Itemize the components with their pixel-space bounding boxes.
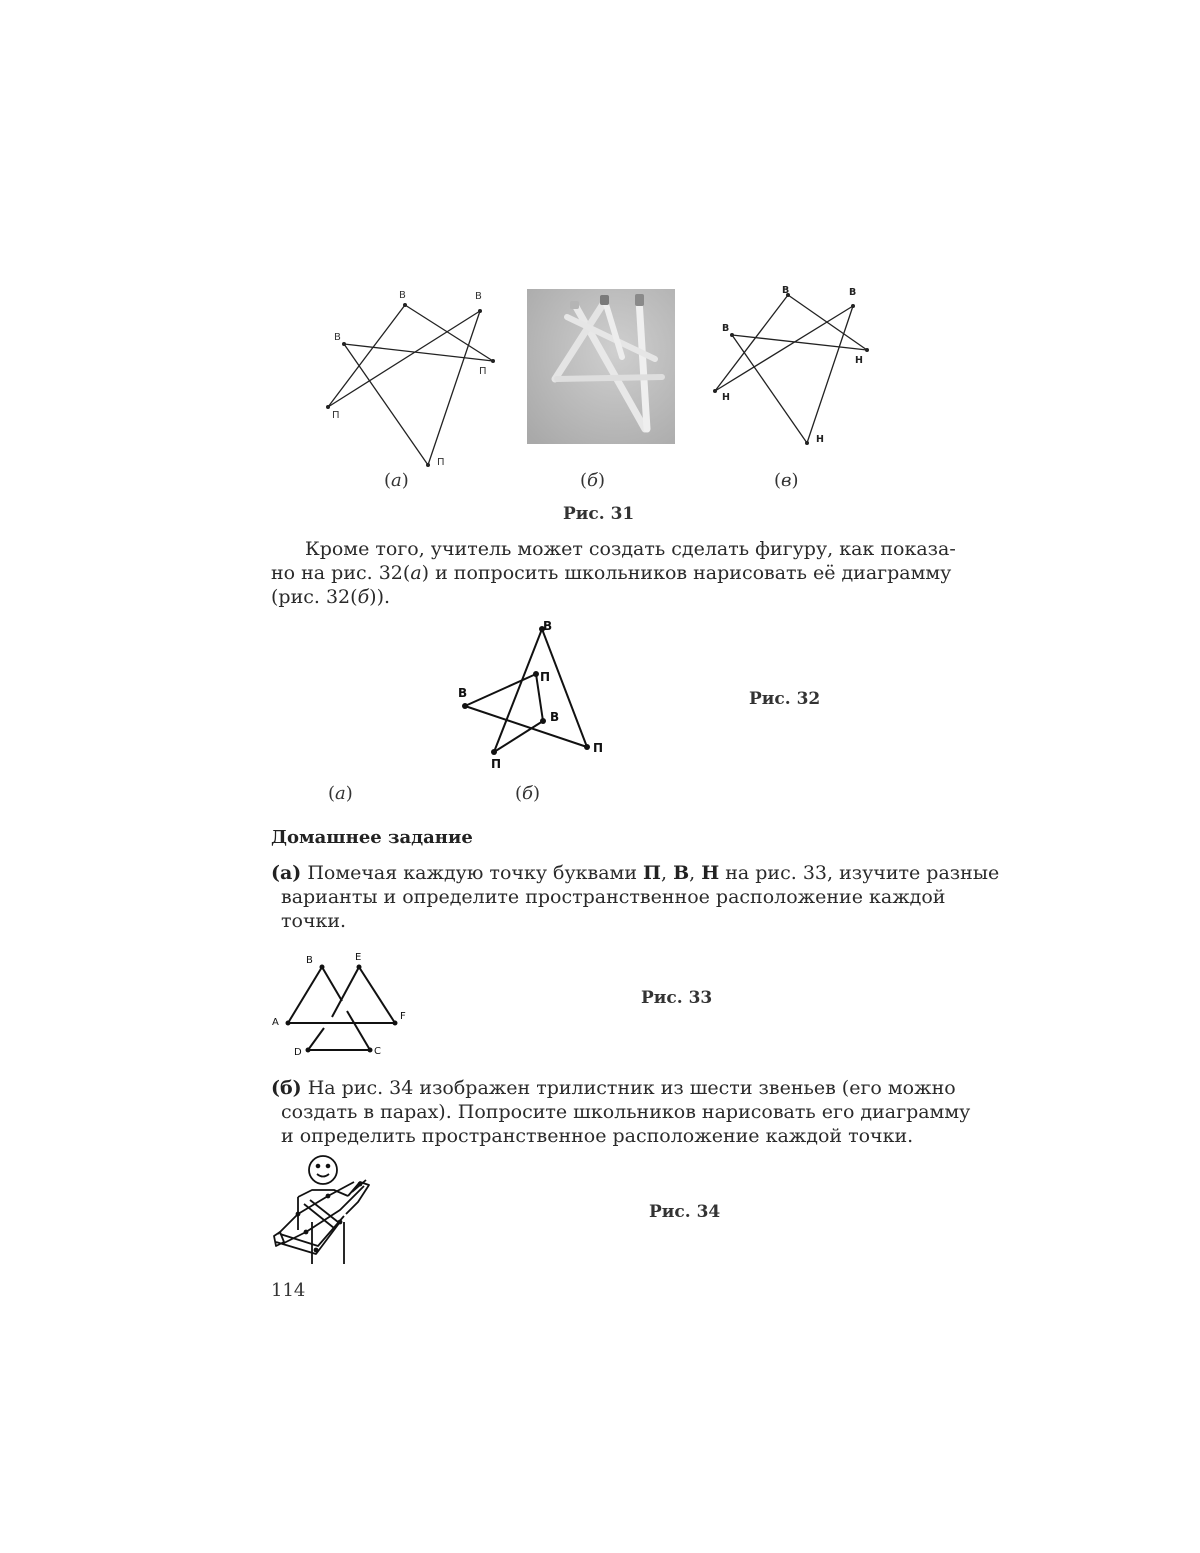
subfigure-label-b: (б) [515, 783, 541, 804]
task-a-line: варианты и определите пространственное расположение каждой [281, 886, 946, 908]
vertex-label: B [306, 955, 313, 966]
page-number: 114 [271, 1280, 306, 1301]
vertex-label: П [540, 670, 551, 684]
subfigure-label-a: (а) [328, 783, 353, 804]
vertex-label: П [332, 410, 340, 421]
vertex-label: В [475, 291, 482, 302]
subfigure-label-c: (в) [774, 470, 799, 491]
vertex-label: В [722, 323, 730, 334]
vertex-label: Н [816, 434, 824, 445]
vertex-label: В [849, 287, 857, 298]
figure-31a [320, 285, 520, 470]
vertex-label: D [294, 1047, 302, 1058]
paragraph-line: но на рис. 32(а) и попросить школьников нарисовать её диаграмму [271, 562, 952, 584]
vertex-label: В [543, 619, 553, 633]
vertex-label: П [437, 457, 445, 468]
task-a-line: точки. [281, 910, 347, 932]
figure-31b-photo [527, 289, 675, 444]
figure-33 [270, 945, 420, 1065]
vertex-label: П [479, 366, 487, 377]
figure-31c [710, 283, 880, 451]
vertex-label: В [399, 290, 406, 301]
figure-caption: Рис. 34 [649, 1202, 721, 1222]
vertex-label: C [374, 1046, 381, 1057]
subfigure-label-b: (б) [580, 470, 606, 491]
vertex-label: В [782, 285, 790, 296]
vertex-label: A [272, 1017, 279, 1028]
vertex-label: E [355, 952, 362, 963]
vertex-label: В [334, 332, 341, 343]
figure-caption: Рис. 31 [563, 504, 635, 524]
section-heading: Домашнее задание [271, 827, 473, 848]
vertex-label: П [491, 757, 502, 771]
vertex-label: F [400, 1011, 406, 1022]
figure-caption: Рис. 33 [641, 988, 713, 1008]
paragraph-line: Кроме того, учитель может создать сделать фигуру, как показа- [305, 538, 956, 560]
figure-caption: Рис. 32 [749, 689, 821, 709]
vertex-label: П [593, 741, 604, 755]
figure-34-illustration [268, 1152, 378, 1267]
vertex-label: Н [855, 355, 863, 366]
task-b-line: создать в парах). Попросите школьников нарисовать его диаграмму [281, 1101, 971, 1123]
vertex-label: В [458, 686, 468, 700]
subfigure-label-a: (а) [384, 470, 409, 491]
paragraph-line: (рис. 32(б)). [271, 586, 391, 608]
task-a-line: (а) Помечая каждую точку буквами П, В, Н на рис. 33, изучите разные [271, 862, 1000, 884]
vertex-label: Н [722, 392, 730, 403]
vertex-label: В [550, 710, 560, 724]
task-b-line: и определить пространственное расположение каждой точки. [281, 1125, 914, 1147]
task-b-line: (б) На рис. 34 изображен трилистник из шести звеньев (его можно [271, 1077, 956, 1099]
figure-32b [450, 615, 610, 775]
